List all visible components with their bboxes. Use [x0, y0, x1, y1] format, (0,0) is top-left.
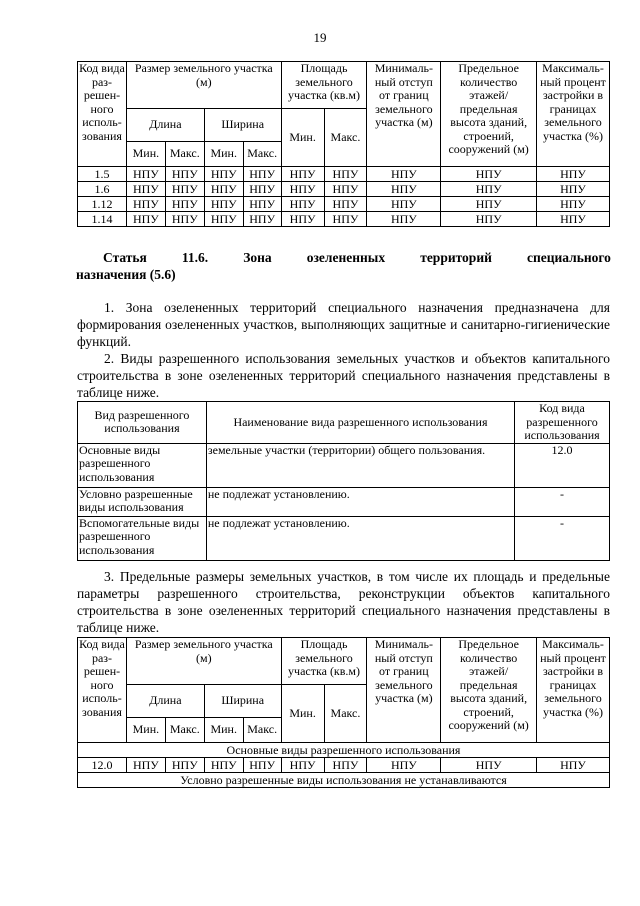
- table-row: [78, 182, 610, 197]
- header-area-max: Макс.: [324, 109, 367, 167]
- cell: НПУ: [243, 197, 281, 212]
- row-code: 12.0: [78, 758, 127, 773]
- cell: НПУ: [441, 197, 537, 212]
- cell: НПУ: [281, 212, 324, 227]
- header-setback: Минималь-ный отступ от границ земельного участка (м): [367, 638, 441, 743]
- cell: НПУ: [324, 167, 367, 182]
- cell: НПУ: [367, 167, 441, 182]
- header-length: Длина: [126, 109, 204, 142]
- table-row: [78, 197, 610, 212]
- header-code: Код вида раз-решен-ного исполь-зования: [78, 62, 127, 167]
- cell: 12.0: [515, 443, 610, 487]
- cell: НПУ: [367, 212, 441, 227]
- article-heading: [76, 249, 611, 283]
- cell: Основные виды разрешенного использования: [78, 443, 207, 487]
- cell: НПУ: [165, 758, 204, 773]
- cell: НПУ: [165, 197, 204, 212]
- header-width: Ширина: [204, 109, 281, 142]
- paragraph-1: 1. Зона озелененных территорий специального назначения предназначена для формирования озелененных участков, выполняющих защитные и санитарно-гигиенические функций.: [77, 300, 610, 349]
- cell: -: [515, 516, 610, 560]
- header-code: Код вида раз-решен-ного исполь-зования: [78, 638, 127, 743]
- cell: НПУ: [367, 758, 441, 773]
- cell: НПУ: [441, 167, 537, 182]
- cell: не подлежат установлению.: [206, 516, 514, 560]
- table-row: [78, 487, 610, 516]
- header-setback: Минималь-ный отступ от границ земельного участка (м): [367, 62, 441, 167]
- cell: НПУ: [165, 212, 204, 227]
- cell: НПУ: [367, 182, 441, 197]
- paragraph-2: 2. Виды разрешенного использования земельных участков и объектов капитального строительства в зоне озелененных территорий специального назначения представлены в таблице ниже.: [77, 351, 610, 400]
- cell: НПУ: [324, 182, 367, 197]
- header-width-max: Макс.: [243, 718, 281, 743]
- main-usage-label: Основные виды разрешенного использования: [78, 743, 610, 758]
- header-width-min: Мин.: [204, 718, 243, 743]
- table-row: [78, 758, 610, 773]
- cell: -: [515, 487, 610, 516]
- cell: НПУ: [367, 197, 441, 212]
- header-area: Площадь земельного участка (кв.м): [281, 62, 367, 109]
- cell: НПУ: [537, 212, 610, 227]
- header-length-max: Макс.: [165, 142, 204, 167]
- cell: НПУ: [204, 182, 243, 197]
- row-code: 1.5: [78, 167, 127, 182]
- row-code: 1.14: [78, 212, 127, 227]
- cell: НПУ: [281, 758, 324, 773]
- cell: не подлежат установлению.: [206, 487, 514, 516]
- header-usage-code: Код вида разрешенного использования: [515, 402, 610, 444]
- cell: НПУ: [441, 182, 537, 197]
- cell: Условно разрешенные виды использования: [78, 487, 207, 516]
- cell: НПУ: [441, 758, 537, 773]
- table-row: [78, 516, 610, 560]
- cell: НПУ: [243, 182, 281, 197]
- header-floors: Предельное количество этажей/ предельная высота зданий, строений, сооружений (м): [441, 62, 537, 167]
- cell: НПУ: [324, 212, 367, 227]
- header-coverage: Максималь-ный процент застройки в границах земельного участка (%): [537, 638, 610, 743]
- cell: НПУ: [204, 197, 243, 212]
- header-area: Площадь земельного участка (кв.м): [281, 638, 367, 685]
- table-row: [78, 443, 610, 487]
- paragraph-3: 3. Предельные размеры земельных участков, в том числе их площадь и предельные параметры разрешенного строительства, реконструкции объектов капитального строительства в зоне озелененных территорий специального назначения представлены в таблице ниже.: [77, 569, 610, 635]
- cell: НПУ: [537, 167, 610, 182]
- usage-types-table: [77, 401, 610, 561]
- heading-line-2: назначения (5.6): [76, 267, 176, 282]
- header-length-min: Мин.: [126, 718, 165, 743]
- table-row: [78, 212, 610, 227]
- header-length-max: Макс.: [165, 718, 204, 743]
- header-usage-name: Наименование вида разрешенного использования: [206, 402, 514, 444]
- cell: НПУ: [324, 197, 367, 212]
- header-length-min: Мин.: [126, 142, 165, 167]
- cell: НПУ: [165, 182, 204, 197]
- heading-word: Зона: [243, 250, 272, 265]
- cell: НПУ: [281, 167, 324, 182]
- cell: НПУ: [243, 167, 281, 182]
- cell: НПУ: [126, 197, 165, 212]
- heading-word: территорий: [420, 250, 492, 265]
- parameters-table-1: [77, 61, 610, 227]
- cell: НПУ: [281, 182, 324, 197]
- header-size: Размер земельного участка (м): [126, 62, 281, 109]
- cell: НПУ: [243, 212, 281, 227]
- header-width-min: Мин.: [204, 142, 243, 167]
- header-floors: Предельное количество этажей/ предельная высота зданий, строений, сооружений (м): [441, 638, 537, 743]
- header-width-max: Макс.: [243, 142, 281, 167]
- cell: НПУ: [243, 758, 281, 773]
- cell: Вспомогательные виды разрешенного использования: [78, 516, 207, 560]
- cell: НПУ: [537, 182, 610, 197]
- heading-word: Статья: [103, 250, 147, 265]
- header-area-min: Мин.: [281, 685, 324, 743]
- header-width: Ширина: [204, 685, 281, 718]
- heading-word: 11.6.: [181, 250, 209, 265]
- cell: НПУ: [204, 758, 243, 773]
- cell: НПУ: [204, 212, 243, 227]
- heading-word: озелененных: [306, 250, 386, 265]
- header-area-max: Макс.: [324, 685, 367, 743]
- cell: НПУ: [165, 167, 204, 182]
- header-area-min: Мин.: [281, 109, 324, 167]
- cell: НПУ: [441, 212, 537, 227]
- cell: НПУ: [126, 212, 165, 227]
- cell: НПУ: [281, 197, 324, 212]
- cell: НПУ: [204, 167, 243, 182]
- table-row: [78, 167, 610, 182]
- cell: НПУ: [126, 758, 165, 773]
- cell: НПУ: [126, 167, 165, 182]
- cell: НПУ: [126, 182, 165, 197]
- header-usage-type: Вид разрешенного использования: [78, 402, 207, 444]
- header-coverage: Максималь-ный процент застройки в границах земельного участка (%): [537, 62, 610, 167]
- header-length: Длина: [126, 685, 204, 718]
- conditional-usage-label: Условно разрешенные виды использования не устанавливаются: [78, 773, 610, 788]
- heading-word: специального: [526, 250, 611, 265]
- header-size: Размер земельного участка (м): [126, 638, 281, 685]
- cell: земельные участки (территории) общего пользования.: [206, 443, 514, 487]
- row-code: 1.12: [78, 197, 127, 212]
- cell: НПУ: [537, 197, 610, 212]
- parameters-table-2: [77, 637, 610, 788]
- page-number: 19: [313, 30, 327, 45]
- cell: НПУ: [537, 758, 610, 773]
- cell: НПУ: [324, 758, 367, 773]
- row-code: 1.6: [78, 182, 127, 197]
